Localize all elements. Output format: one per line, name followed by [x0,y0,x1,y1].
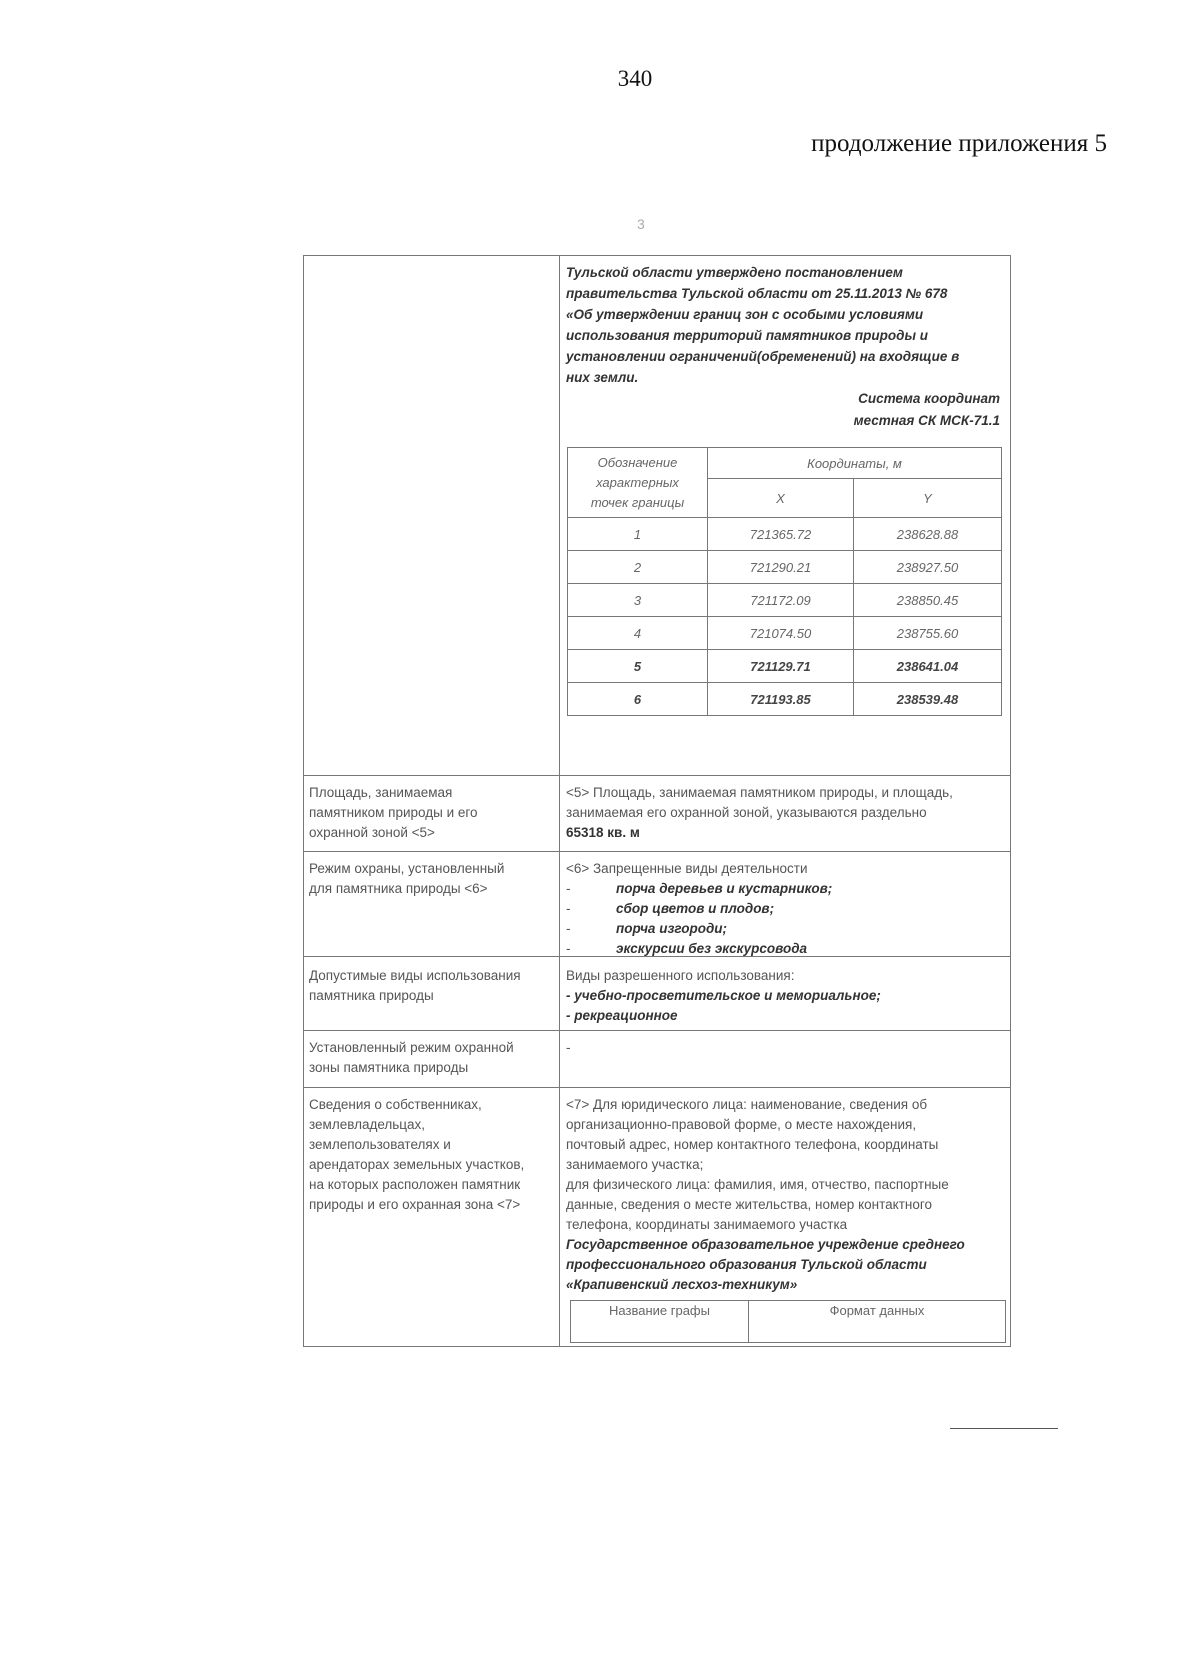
approval-line: установлении ограничений(обременений) на входящие в [566,349,960,364]
table-row: 3 721172.09 238850.45 [568,584,1002,617]
list-item: - рекреационное [566,1008,678,1023]
area-value: <5> Площадь, занимаемая памятником природы, и площадь, занимаемая его охранной зоной, указываются раздельно 65318 кв. м [566,783,1006,843]
owners-label: Сведения о собственниках, землевладельцах, землепользователях и арендаторах земельных участков, на которых расположен памятник природы и его охранная зона <7> [309,1097,525,1212]
data-format-header: Формат данных [749,1301,1006,1343]
owners-value: <7> Для юридического лица: наименование, сведения об организационно-правовой форме, о месте нахождения, почтовый адрес, номер контактного телефона, координаты занимаемого участка; для физического лица: фамилия, имя, отчество, паспортные данные, сведения о месте жительства, номер контактного телефона, координаты занимаемого участка Государственное образовательное учреждение среднего профессионального образования Тульской области «Крапивенский лесхоз-техникум» [566,1095,1006,1295]
table-row: 6 721193.85 238539.48 [568,683,1002,716]
approval-line: правительства Тульской области от 25.11.2013 № 678 [566,286,948,301]
header-x: X [708,479,854,518]
allowed-value: Виды разрешенного использования: - учебно-просветительское и мемориальное; - рекреационное [566,966,1006,1026]
approval-line: «Об утверждении границ зон с особыми условиями [566,307,924,322]
list-item: - сбор цветов и плодов; [566,901,775,916]
approval-line: Тульской области утверждено постановлением [566,265,903,280]
zone-value: - [566,1040,571,1055]
column-name-header: Название графы [571,1301,749,1343]
approval-text [566,262,1002,388]
table-row: 4 721074.50 238755.60 [568,617,1002,650]
list-item: - экскурсии без экскурсовода [566,941,808,956]
data-format-table [570,1300,1006,1343]
owner-name: Государственное образовательное учреждение среднего [566,1237,965,1252]
allowed-label: Допустимые виды использования памятника природы [309,968,521,1003]
list-item: - учебно-просветительское и мемориальное; [566,988,881,1003]
table-row: 2 721290.21 238927.50 [568,551,1002,584]
continuation-heading: продолжение приложения 5 [811,130,1107,157]
row-divider [303,851,1011,852]
sheet-number: 3 [637,216,645,232]
column-divider [559,255,560,1346]
area-label: Площадь, занимаемая памятником природы и его охранной зоной <5> [309,785,478,840]
owner-name: профессионального образования Тульской области [566,1257,927,1272]
header-point-designation: Обозначение характерных точек границы [568,448,708,518]
list-item: - порча деревьев и кустарников; [566,881,833,896]
coordinate-system-label: Система координат [858,391,1000,406]
header-coordinates: Координаты, м [708,448,1002,479]
page-number: 340 [617,66,653,91]
approval-line: них земли. [566,370,639,385]
row-divider [303,1030,1011,1031]
header-y: Y [854,479,1002,518]
coordinate-system-value: местная СК МСК-71.1 [853,413,1000,428]
row-divider [303,1087,1011,1088]
owner-name: «Крапивенский лесхоз-техникум» [566,1277,798,1292]
regime-value: <6> Запрещенные виды деятельности - порча деревьев и кустарников; - сбор цветов и плодов; - порча изгороди; - экскурсии без экскурсовода [566,859,1006,959]
table-row: 5 721129.71 238641.04 [568,650,1002,683]
list-item: - порча изгороди; [566,921,728,936]
footnote-separator [950,1428,1058,1429]
table-row: 1 721365.72 238628.88 [568,518,1002,551]
row-divider [303,775,1011,776]
coordinates-table [567,447,1002,716]
regime-label: Режим охраны, установленный для памятника природы <6> [309,861,505,896]
zone-label: Установленный режим охранной зоны памятника природы [309,1040,514,1075]
area-number: 65318 кв. м [566,825,640,840]
approval-line: использования территорий памятников природы и [566,328,929,343]
